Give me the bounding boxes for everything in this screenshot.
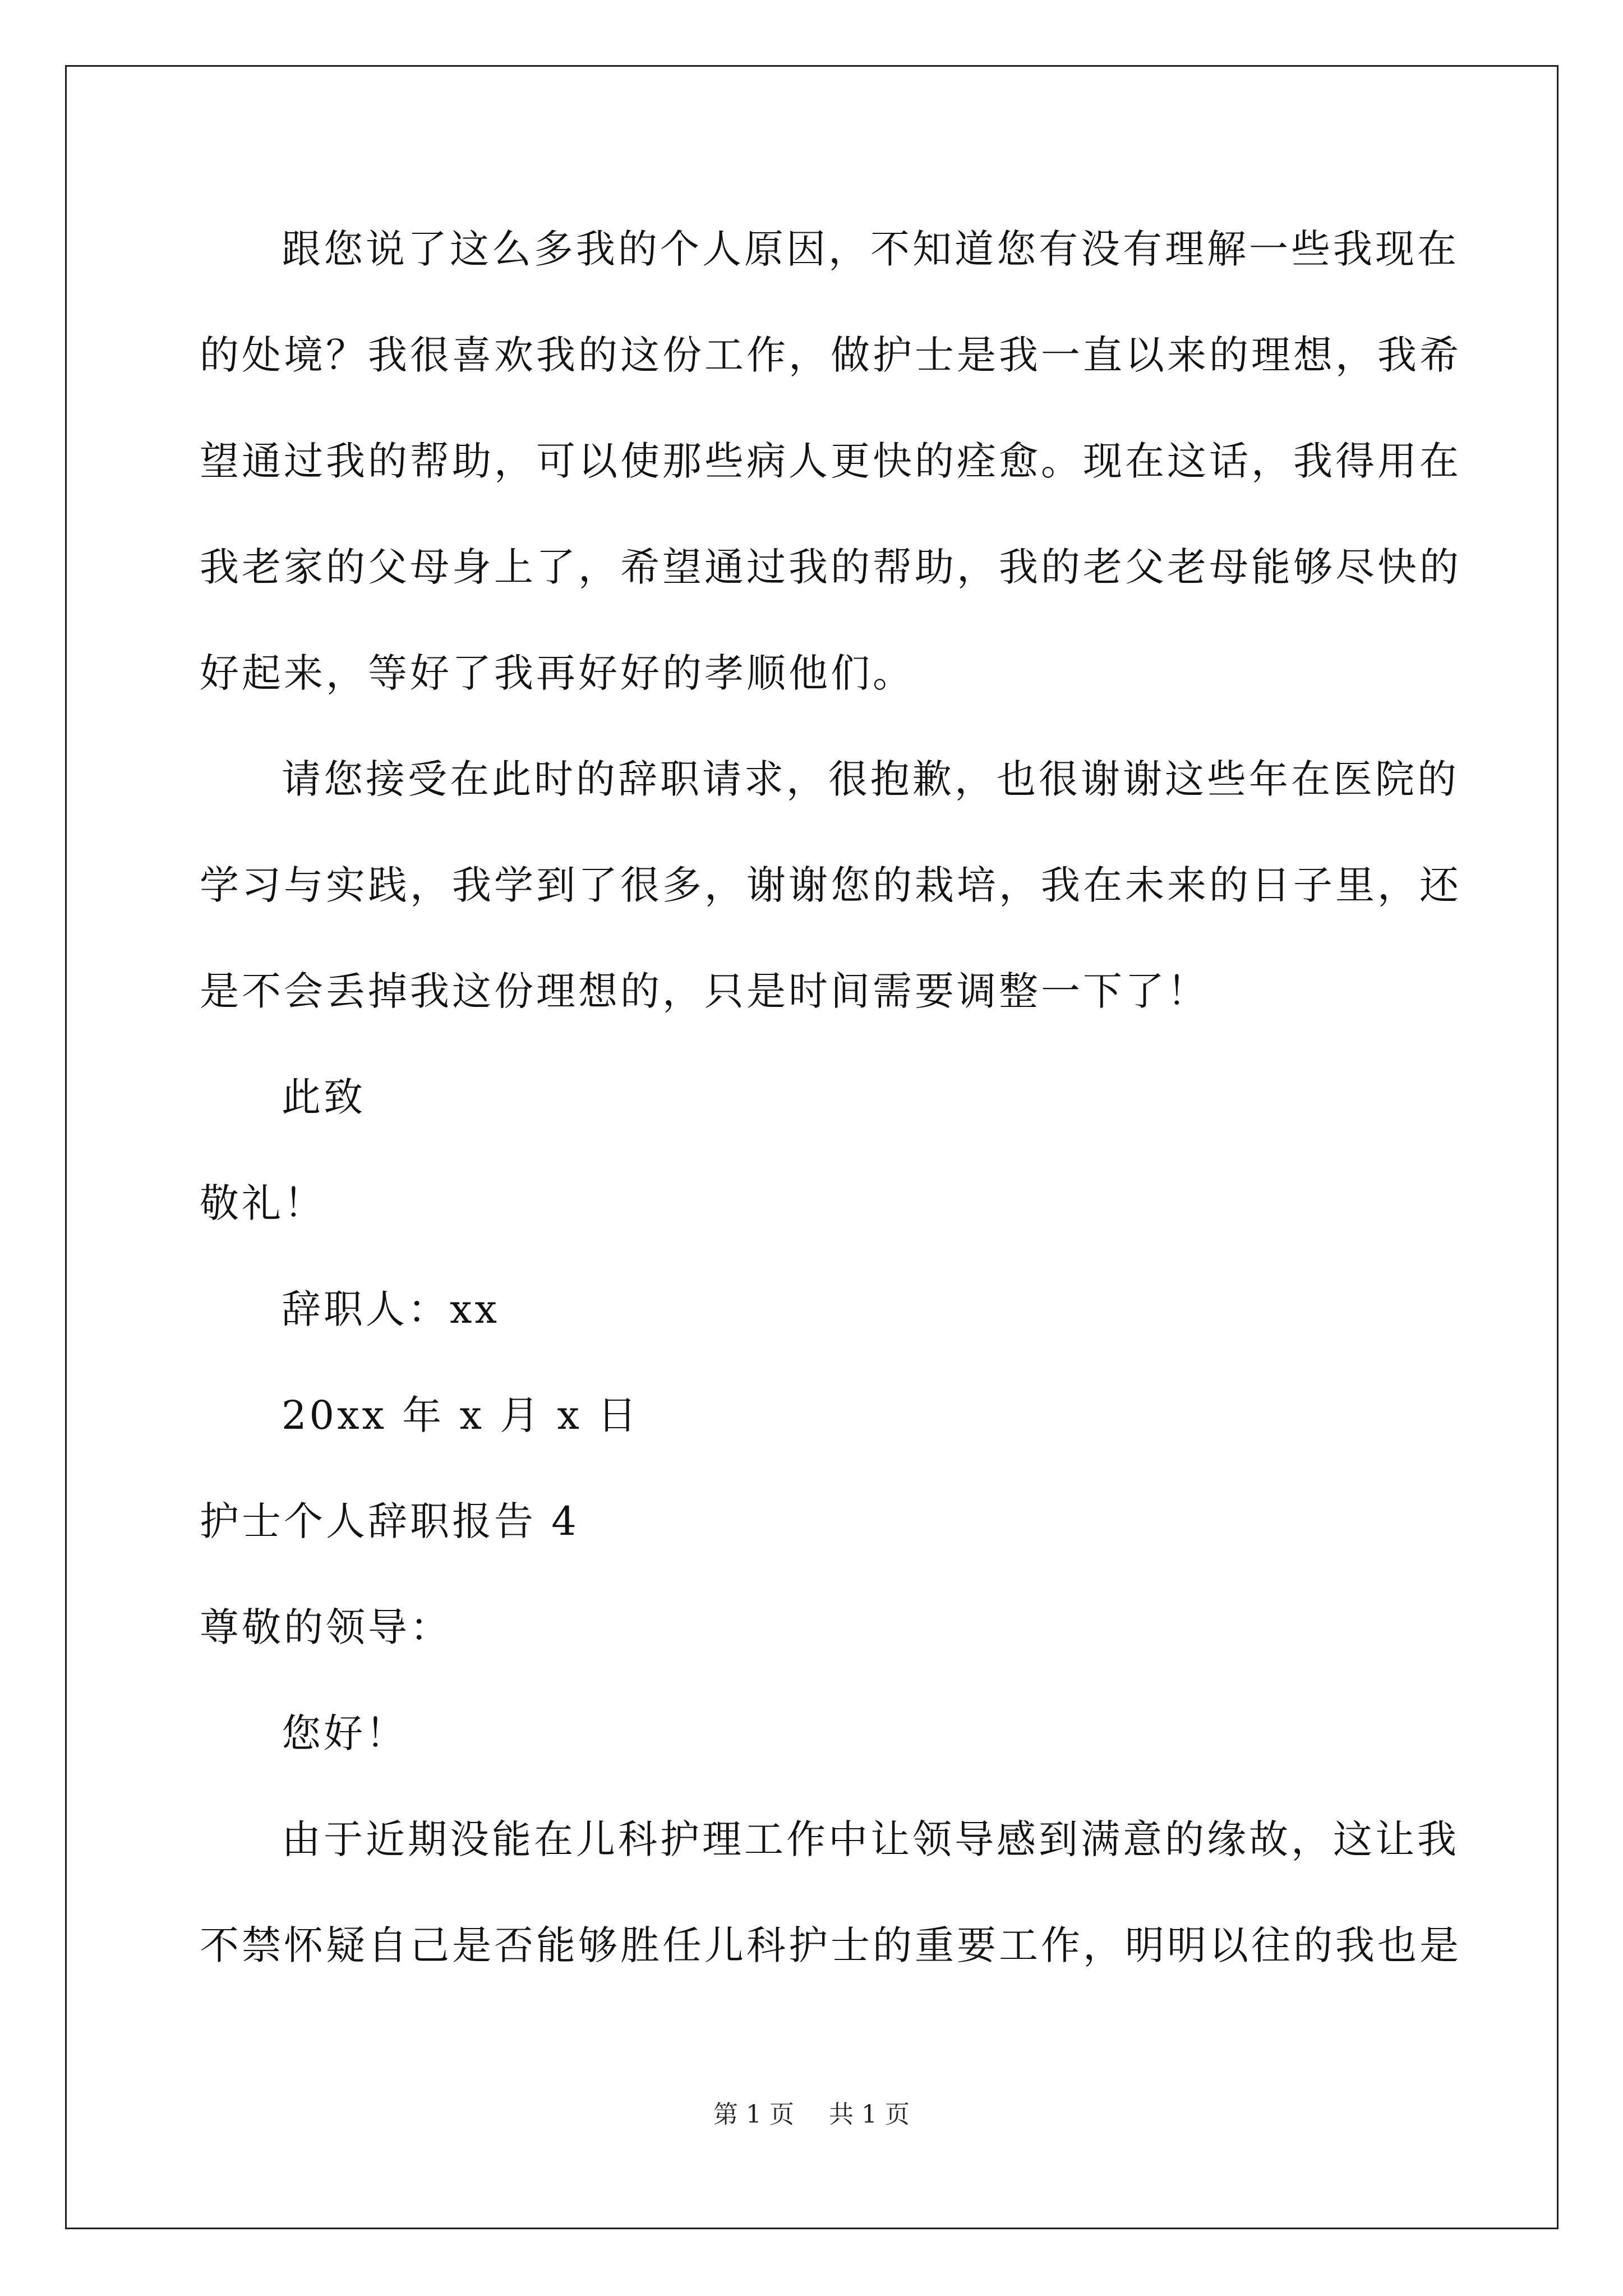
text-line: 不禁怀疑自己是否能够胜任儿科护士的重要工作，明明以往的我也是	[200, 1922, 1461, 1968]
text-line: 跟您说了这么多我的个人原因，不知道您有没有理解一些我现在	[282, 226, 1459, 272]
text-line: 护士个人辞职报告 4	[200, 1498, 579, 1544]
text-line: 20xx 年 x 月 x 日	[282, 1392, 640, 1438]
document-body	[200, 196, 1461, 1999]
text-line: 好起来，等好了我再好好的孝顺他们。	[200, 650, 915, 696]
page-footer	[0, 2098, 1623, 2132]
text-line: 请您接受在此时的辞职请求，很抱歉，也很谢谢这些年在医院的	[282, 756, 1459, 802]
page-total: 共 1 页	[829, 2100, 910, 2129]
text-line: 望通过我的帮助，可以使那些病人更快的痊愈。现在这话，我得用在	[200, 438, 1461, 484]
text-line: 您好！	[282, 1710, 408, 1756]
text-line: 我老家的父母身上了，希望通过我的帮助，我的老父老母能够尽快的	[200, 544, 1461, 590]
text-line: 辞职人：xx	[282, 1286, 500, 1332]
text-line: 此致	[282, 1074, 366, 1120]
text-line: 是不会丢掉我这份理想的，只是时间需要调整一下了！	[200, 968, 1209, 1014]
text-line: 由于近期没能在儿科护理工作中让领导感到满意的缘故，这让我	[282, 1816, 1459, 1862]
text-line: 的处境？我很喜欢我的这份工作，做护士是我一直以来的理想，我希	[200, 332, 1461, 378]
text-line: 学习与实践，我学到了很多，谢谢您的栽培，我在未来的日子里，还	[200, 862, 1461, 908]
text-line: 敬礼！	[200, 1180, 326, 1226]
text-line: 尊敬的领导：	[200, 1604, 452, 1650]
page-number: 第 1 页	[713, 2100, 794, 2129]
